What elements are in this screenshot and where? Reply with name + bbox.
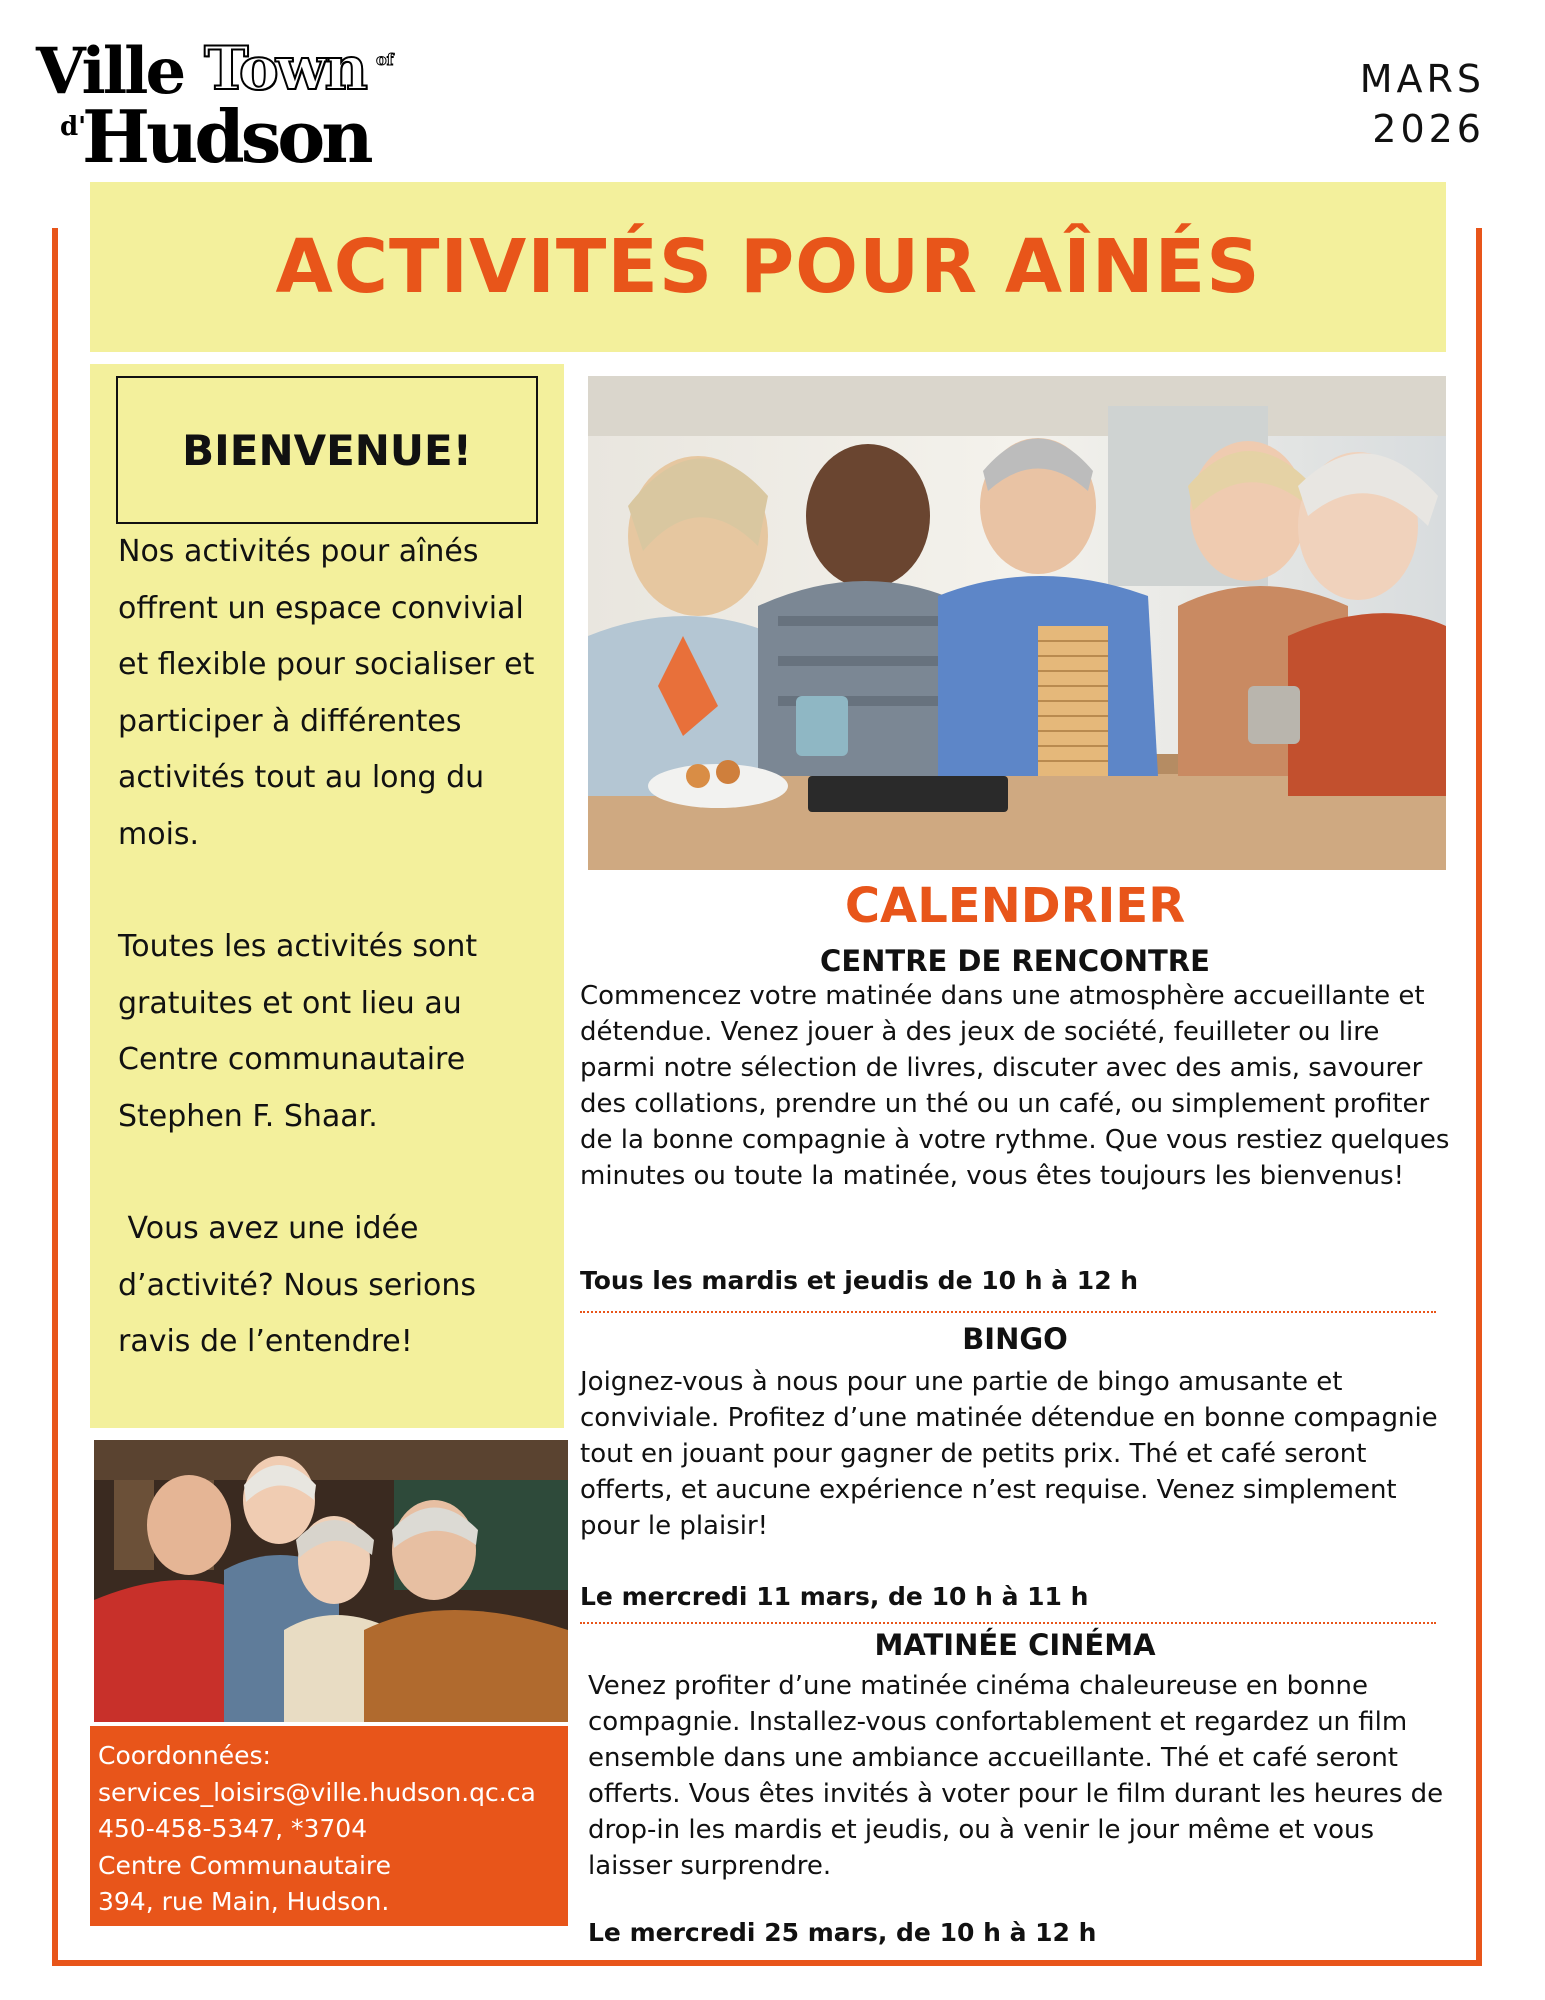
town-logo (36, 30, 416, 179)
event-title: BINGO (962, 1322, 1068, 1356)
event-description: Commencez votre matinée dans une atmosphère accueillante et détendue. Venez jouer à des jeux de société, feuilleter ou lire parmi notre sélection de livres, discuter avec des amis, savourer des collations, prendre un thé ou un café, ou simplement profiter de la bonne compagnie à votre rythme. Que vous restiez quelques minutes ou toute la matinée, vous êtes toujours les bienvenus! (580, 981, 1450, 1191)
seniors-group-photo (94, 1440, 568, 1722)
contact-label: Coordonnées: (98, 1741, 271, 1770)
calendar-heading: CALENDRIER (844, 878, 1186, 934)
title-banner (90, 182, 1446, 352)
contact-box (90, 1726, 568, 1926)
logo-ville-text: Ville (36, 34, 184, 109)
event-title: MATINÉE CINÉMA (874, 1628, 1156, 1662)
issue-year: 2026 (1372, 107, 1485, 151)
welcome-heading-box (116, 376, 538, 524)
welcome-text (118, 524, 548, 1371)
contact-phone[interactable]: 450-458-5347, *3704 (98, 1814, 368, 1843)
issue-date (1360, 54, 1485, 154)
welcome-panel (90, 364, 564, 1428)
page-title: ACTIVITÉS POUR AÎNÉS (275, 224, 1261, 310)
event-title: CENTRE DE RENCONTRE (820, 944, 1210, 978)
event-description: Joignez-vous à nous pour une partie de bingo amusante et conviviale. Profitez d’une matinée détendue en bonne compagnie tout en jouant pour gagner de petits prix. Thé et café seront offerts, et aucune expérience n’est requise. Venez simplement pour le plaisir! (580, 1367, 1438, 1541)
event-description: Venez profiter d’une matinée cinéma chaleureuse en bonne compagnie. Installez-vous confortablement et regardez un film ensemble dans une ambiance accueillante. Thé et café seront offerts. Vous êtes invités à voter pour le film durant les heures de drop-in les mardis et jeudis, ou à venir le jour même et vous laisser surprendre. (588, 1671, 1444, 1881)
logo-town-text: Town (204, 34, 366, 104)
welcome-paragraph: Toutes les activités sont gratuites et ont lieu au Centre communautaire Stephen F. Shaar. (118, 929, 478, 1134)
seniors-group-illustration (94, 1440, 568, 1722)
logo-d-text: d' (60, 112, 87, 142)
welcome-heading: BIENVENUE! (182, 425, 472, 475)
seniors-game-illustration (588, 376, 1446, 870)
event-schedule: Tous les mardis et jeudis de 10 h à 12 h (580, 1266, 1139, 1295)
welcome-paragraph: Vous avez une idée d’activité? Nous serions ravis de l’entendre! (118, 1211, 486, 1359)
logo-of-text: of (376, 50, 394, 69)
seniors-game-photo (588, 376, 1446, 870)
section-divider (580, 1622, 1436, 1624)
contact-place: Centre Communautaire (98, 1850, 392, 1880)
welcome-paragraph: Nos activités pour aînés offrent un espace convivial et flexible pour socialiser et participer à différentes activités tout au long du mois. (118, 534, 535, 852)
issue-month: MARS (1359, 57, 1485, 101)
contact-email[interactable]: services_loisirs@ville.hudson.qc.ca (98, 1777, 536, 1807)
contact-address: 394, rue Main, Hudson. (98, 1887, 390, 1916)
section-divider (580, 1311, 1436, 1313)
logo-hudson-text: Hudson (82, 94, 370, 179)
event-schedule: Le mercredi 11 mars, de 10 h à 11 h (580, 1582, 1089, 1611)
event-schedule: Le mercredi 25 mars, de 10 h à 12 h (588, 1918, 1097, 1947)
